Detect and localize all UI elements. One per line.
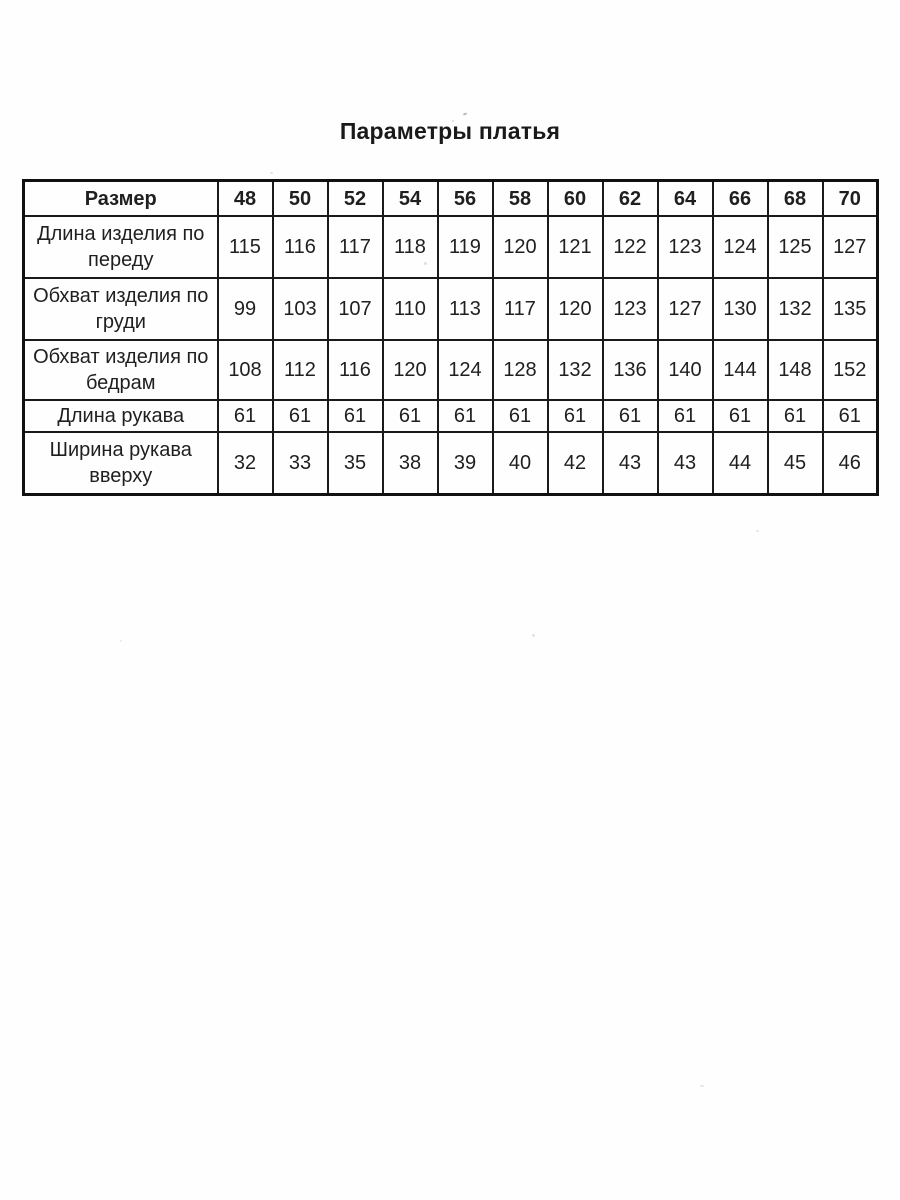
table-cell: 43 xyxy=(658,432,713,495)
table-cell: 99 xyxy=(218,278,273,340)
table-cell: 61 xyxy=(823,400,878,432)
table-cell: 103 xyxy=(273,278,328,340)
header-size-48: 48 xyxy=(218,181,273,217)
header-size-60: 60 xyxy=(548,181,603,217)
table-cell: 38 xyxy=(383,432,438,495)
table-cell: 124 xyxy=(438,340,493,400)
scan-speck xyxy=(463,112,467,115)
table-cell: 42 xyxy=(548,432,603,495)
header-size-62: 62 xyxy=(603,181,658,217)
table-cell: 32 xyxy=(218,432,273,495)
table-cell: 124 xyxy=(713,216,768,278)
table-row-front-length xyxy=(24,216,878,278)
table-cell: 61 xyxy=(713,400,768,432)
table-cell: 152 xyxy=(823,340,878,400)
header-size-58: 58 xyxy=(493,181,548,217)
table-cell: 116 xyxy=(328,340,383,400)
table-row-sleeve-length xyxy=(24,400,878,432)
row-label: Ширина рукава вверху xyxy=(24,432,218,495)
table-cell: 46 xyxy=(823,432,878,495)
table-cell: 112 xyxy=(273,340,328,400)
table-cell: 127 xyxy=(823,216,878,278)
table-cell: 132 xyxy=(768,278,823,340)
table-cell: 116 xyxy=(273,216,328,278)
table-cell: 61 xyxy=(273,400,328,432)
scan-speck xyxy=(270,172,273,174)
table-cell: 144 xyxy=(713,340,768,400)
table-cell: 132 xyxy=(548,340,603,400)
table-cell: 61 xyxy=(603,400,658,432)
table-cell: 120 xyxy=(548,278,603,340)
table-cell: 125 xyxy=(768,216,823,278)
table-row-chest-girth xyxy=(24,278,878,340)
table-header-row xyxy=(24,181,878,217)
scan-speck xyxy=(424,262,427,265)
table-cell: 148 xyxy=(768,340,823,400)
table-cell: 61 xyxy=(768,400,823,432)
table-cell: 33 xyxy=(273,432,328,495)
table-cell: 61 xyxy=(218,400,273,432)
table-cell: 121 xyxy=(548,216,603,278)
table-cell: 61 xyxy=(328,400,383,432)
table-cell: 61 xyxy=(383,400,438,432)
scan-speck xyxy=(532,634,535,637)
row-label: Длина рукава xyxy=(24,400,218,432)
table-cell: 43 xyxy=(603,432,658,495)
table-cell: 107 xyxy=(328,278,383,340)
table-cell: 140 xyxy=(658,340,713,400)
table-cell: 45 xyxy=(768,432,823,495)
dress-size-table xyxy=(22,179,879,496)
table-row-sleeve-width-top xyxy=(24,432,878,495)
table-cell: 130 xyxy=(713,278,768,340)
table-cell: 61 xyxy=(493,400,548,432)
table-cell: 127 xyxy=(658,278,713,340)
header-size-56: 56 xyxy=(438,181,493,217)
table-cell: 61 xyxy=(658,400,713,432)
row-label: Обхват изделия по груди xyxy=(24,278,218,340)
table-cell: 61 xyxy=(438,400,493,432)
table-cell: 122 xyxy=(603,216,658,278)
header-size-50: 50 xyxy=(273,181,328,217)
table-cell: 40 xyxy=(493,432,548,495)
table-cell: 35 xyxy=(328,432,383,495)
table-cell: 39 xyxy=(438,432,493,495)
table-cell: 113 xyxy=(438,278,493,340)
header-size-label: Размер xyxy=(24,181,218,217)
header-size-68: 68 xyxy=(768,181,823,217)
table-cell: 115 xyxy=(218,216,273,278)
header-size-66: 66 xyxy=(713,181,768,217)
table-cell: 123 xyxy=(658,216,713,278)
table-cell: 108 xyxy=(218,340,273,400)
table-cell: 120 xyxy=(383,340,438,400)
table-cell: 120 xyxy=(493,216,548,278)
page-title: Параметры платья xyxy=(339,118,561,144)
row-label: Обхват изделия по бедрам xyxy=(24,340,218,400)
scan-speck xyxy=(120,640,122,642)
header-size-52: 52 xyxy=(328,181,383,217)
header-size-54: 54 xyxy=(383,181,438,217)
table-cell: 128 xyxy=(493,340,548,400)
table-row-hip-girth xyxy=(24,340,878,400)
table-cell: 123 xyxy=(603,278,658,340)
table-cell: 119 xyxy=(438,216,493,278)
row-label: Длина изделия по переду xyxy=(24,216,218,278)
scan-speck xyxy=(756,530,759,532)
table-cell: 110 xyxy=(383,278,438,340)
table-cell: 118 xyxy=(383,216,438,278)
table-cell: 117 xyxy=(493,278,548,340)
scan-speck xyxy=(452,120,454,122)
table-cell: 135 xyxy=(823,278,878,340)
table-cell: 136 xyxy=(603,340,658,400)
table-cell: 61 xyxy=(548,400,603,432)
table-cell: 44 xyxy=(713,432,768,495)
scan-speck xyxy=(700,1085,704,1088)
header-size-64: 64 xyxy=(658,181,713,217)
table-cell: 117 xyxy=(328,216,383,278)
header-size-70: 70 xyxy=(823,181,878,217)
